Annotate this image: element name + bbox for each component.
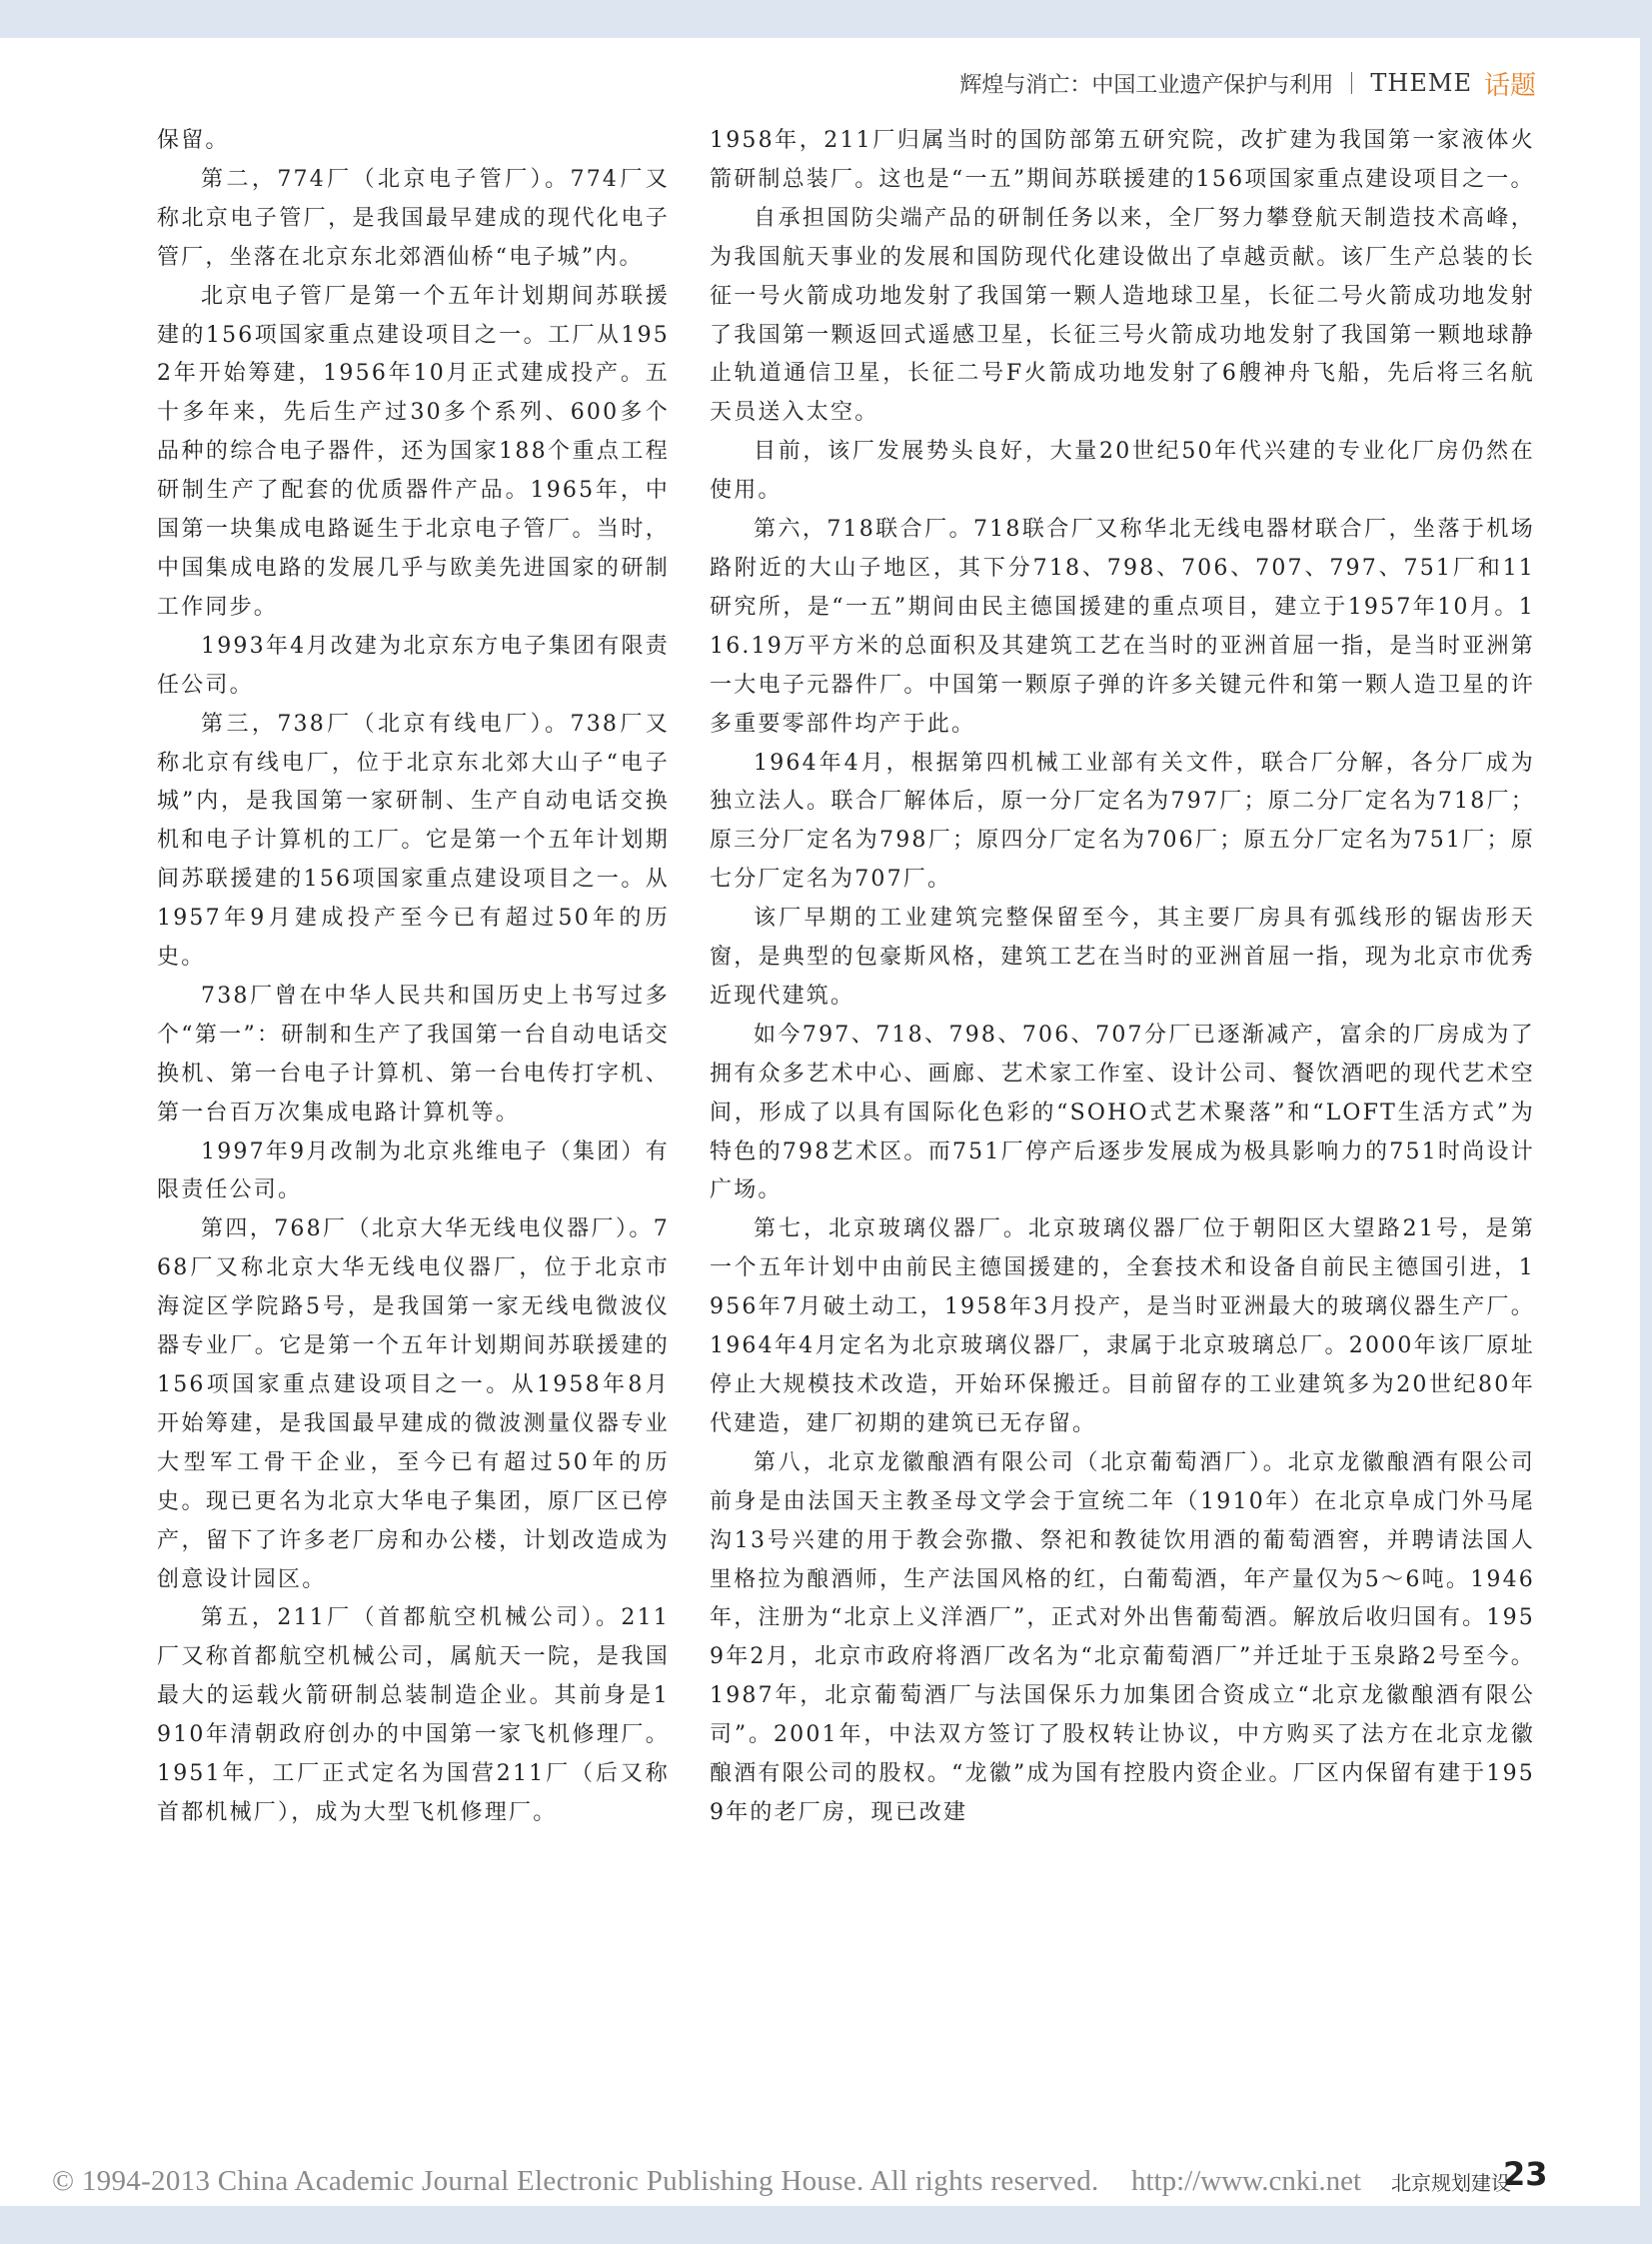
paragraph: 自承担国防尖端产品的研制任务以来，全厂努力攀登航天制造技术高峰，为我国航天事业的发展和国防现代化建设做出了卓越贡献。该厂生产总装的长征一号火箭成功地发射了我国第一颗人造地球卫星，长征二号火箭成功地发射了我国第一颗返回式遥感卫星，长征三号火箭成功地发射了我国第一颗地球静止轨道通信卫星，长征二号F火箭成功地发射了6艘神舟飞船，先后将三名航天员送入太空。	[710, 205, 1535, 426]
header-category: 话题	[1483, 70, 1536, 101]
paragraph: 第二，774厂（北京电子管厂）。774厂又称北京电子管厂，是我国最早建成的现代化电子管厂，坐落在北京东北郊酒仙桥“电子城”内。	[157, 166, 670, 270]
paragraph: 第五，211厂（首都航空机械公司）。211厂又称首都航空机械公司，属航天一院，是我国最大的运载火箭研制总装制造企业。其前身是1910年清朝政府创办的中国第一家飞机修理厂。1951年，工厂正式定名为国营211厂（后又称首都机械厂），成为大型飞机修理厂。	[157, 1605, 670, 1825]
header-divider	[1351, 72, 1352, 94]
page-footer	[52, 2155, 1548, 2199]
paragraph: 第四，768厂（北京大华无线电仪器厂）。768厂又称北京大华无线电仪器厂，位于北京市海淀区学院路5号，是我国第一家无线电微波仪器专业厂。它是第一个五年计划期间苏联援建的156项国家重点建设项目之一。从1958年8月开始筹建，是我国最早建成的微波测量仪器专业大型军工骨干企业，至今已有超过50年的历史。现已更名为北京大华电子集团，原厂区已停产，留下了许多老厂房和办公楼，计划改造成为创意设计园区。	[157, 1216, 670, 1592]
paragraph: 第七，北京玻璃仪器厂。北京玻璃仪器厂位于朝阳区大望路21号，是第一个五年计划中由前民主德国援建的，全套技术和设备自前民主德国引进，1956年7月破土动工，1958年3月投产，是当时亚洲最大的玻璃仪器生产厂。1964年4月定名为北京玻璃仪器厂，隶属于北京玻璃总厂。2000年该厂原址停止大规模技术改造，开始环保搬迁。目前留存的工业建筑多为20世纪80年代建造，建厂初期的建筑已无存留。	[710, 1216, 1535, 1436]
paragraph: 738厂曾在中华人民共和国历史上书写过多个“第一”：研制和生产了我国第一台自动电话交换机、第一台电子计算机、第一台电传打字机、第一台百万次集成电路计算机等。	[157, 983, 670, 1125]
copyright-notice: © 1994-2013 China Academic Journal Electronic Publishing House. All rights reserved.	[52, 2165, 1099, 2197]
paragraph: 1964年4月，根据第四机械工业部有关文件，联合厂分解，各分厂成为独立法人。联合厂解体后，原一分厂定名为797厂；原二分厂定名为718厂；原三分厂定名为798厂；原四分厂定名为706厂；原五分厂定名为751厂；原七分厂定名为707厂。	[710, 750, 1535, 893]
paragraph: 该厂早期的工业建筑完整保留至今，其主要厂房具有弧线形的锯齿形天窗，是典型的包豪斯风格，建筑工艺在当时的亚洲首屈一指，现为北京市优秀近现代建筑。	[710, 906, 1535, 1009]
running-header	[959, 66, 1536, 100]
paragraph: 1993年4月改建为北京东方电子集团有限责任公司。	[157, 633, 670, 698]
bottom-border-band	[0, 2206, 1652, 2244]
right-border-band	[1640, 0, 1652, 2244]
paragraph: 如今797、718、798、706、707分厂已逐渐减产，富余的厂房成为了拥有众多艺术中心、画廊、艺术家工作室、设计公司、餐饮酒吧的现代艺术空间，形成了以具有国际化色彩的“SOHO式艺术聚落”和“LOFT生活方式”为特色的798艺术区。而751厂停产后逐步发展成为极具影响力的751时尚设计广场。	[710, 1022, 1535, 1203]
paragraph: 第六，718联合厂。718联合厂又称华北无线电器材联合厂，坐落于机场路附近的大山子地区，其下分718、798、706、707、797、751厂和11研究所，是“一五”期间由民主德国援建的重点项目，建立于1957年10月。116.19万平方米的总面积及其建筑工艺在当时的亚洲首屈一指，是当时亚洲第一大电子元器件厂。中国第一颗原子弹的许多关键元件和第一颗人造卫星的许多重要零部件均产于此。	[710, 517, 1535, 737]
paragraph: 目前，该厂发展势头良好，大量20世纪50年代兴建的专业化厂房仍然在使用。	[710, 439, 1535, 504]
top-border-band	[0, 0, 1652, 38]
paragraph: 1958年，211厂归属当时的国防部第五研究院，改扩建为我国第一家液体火箭研制总装厂。这也是“一五”期间苏联援建的156项国家重点建设项目之一。	[710, 128, 1535, 192]
right-column	[710, 122, 1535, 1833]
header-title: 辉煌与消亡：中国工业遗产保护与利用	[959, 72, 1334, 98]
header-theme: THEME	[1370, 69, 1472, 97]
page-number: 23	[1503, 2155, 1548, 2193]
paragraph: 第三，738厂（北京有线电厂）。738厂又称北京有线电厂，位于北京东北郊大山子“电子城”内，是我国第一家研制、生产自动电话交换机和电子计算机的工厂。它是第一个五年计划期间苏联援建的156项国家重点建设项目之一。从1957年9月建成投产至今已有超过50年的历史。	[157, 711, 670, 971]
paragraph: 北京电子管厂是第一个五年计划期间苏联援建的156项国家重点建设项目之一。工厂从1952年开始筹建，1956年10月正式建成投产。五十多年来，先后生产过30多个系列、600多个品种的综合电子器件，还为国家188个重点工程研制生产了配套的优质器件产品。1965年，中国第一块集成电路诞生于北京电子管厂。当时，中国集成电路的发展几乎与欧美先进国家的研制工作同步。	[157, 283, 670, 620]
paragraph: 第八，北京龙徽酿酒有限公司（北京葡萄酒厂）。北京龙徽酿酒有限公司前身是由法国天主教圣母文学会于宣统二年（1910年）在北京阜成门外马尾沟13号兴建的用于教会弥撒、祭祀和教徒饮用酒的葡萄酒窖，并聘请法国人里格拉为酿酒师，生产法国风格的红，白葡萄酒，年产量仅为5～6吨。1946年，注册为“北京上义洋酒厂”，正式对外出售葡萄酒。解放后收归国有。1959年2月，北京市政府将酒厂改名为“北京葡萄酒厂”并迁址于玉泉路2号至今。1987年，北京葡萄酒厂与法国保乐力加集团合资成立“北京龙徽酿酒有限公司”。2001年，中法双方签订了股权转让协议，中方购买了法方在北京龙徽酿酒有限公司的股权。“龙徽”成为国有控股内资企业。厂区内保留有建于1959年的老厂房，现已改建	[710, 1449, 1535, 1825]
paragraph: 保留。	[157, 128, 230, 153]
left-column	[157, 122, 670, 1833]
paragraph: 1997年9月改制为北京兆维电子（集团）有限责任公司。	[157, 1138, 670, 1203]
journal-name: 北京规划建设	[1391, 2171, 1511, 2195]
footer-url: http://www.cnki.net	[1131, 2165, 1362, 2197]
